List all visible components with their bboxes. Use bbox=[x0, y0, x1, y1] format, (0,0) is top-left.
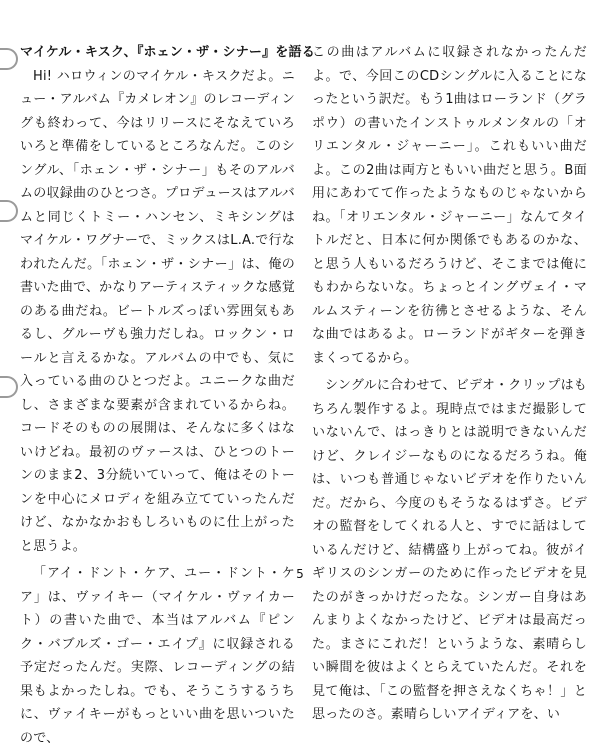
right-column bbox=[312, 41, 587, 731]
binder-loop-mark bbox=[0, 48, 18, 70]
body-paragraph: この曲はアルバムに収録されなかったんだよ。で、今回このCDシングルに入ることになったという訳だ。もう1曲はローランド（グラポウ）の書いたインストゥルメンタルの「オリエンタル・ジャーニー」。これもいい曲だよ。この2曲は両方ともいい曲だと思う。B面用にあわてて作ったようなものじゃないからね。「オリエンタル・ジャーニー」なんてタイトルだと、日本に何か関係でもあるのかな、と思う人もいるだろうけど、そこまでは俺にもわからないな。ちょっとイングヴェイ・マルムスティーンを彷彿とさせるような、そんな曲ではあるよ。ローランドがギターを弾きまくってるから。 bbox=[312, 45, 587, 366]
article-heading: マイケル・キスク、『ホェン・ザ・シナー』を語る bbox=[20, 45, 315, 60]
binder-loop-mark bbox=[0, 376, 18, 398]
body-paragraph: Hi! ハロウィンのマイケル・キスクだよ。ニュー・アルバム『カメレオン』のレコーディングも終わって、今はリリースにそなえていろいろと準備をしているところなんだ。このシングル、「ホェン・ザ・シナー」もそのアルバムの収録曲のひとつさ。プロデュースはアルバムと同じくトミー・ハンセン、ミキシングはマイケル・ワグナーで、ミックスはL.A.で行なわれたんだ。「ホェン・ザ・シナー」は、俺の書いた曲で、かなりアーティスティックな感覚のある曲だね。ビートルズっぽい雰囲気もあるし、グルーヴも強力だしね。ロックン・ロールと言えるかな。アルバムの中でも、気に入っている曲のひとつだよ。ユニークな曲だし、さまざまな要素が含まれているからね。コードそのものの展開は、そんなに多くはないけどね。最初のヴァースは、ひとつのトーンのまま2、3分続いていって、俺はそのトーンを中心にメロディを組み立てていったんだけど、なかなかおもしろいものに仕上がったと思うよ。 bbox=[20, 68, 295, 554]
page-number: 5 bbox=[296, 567, 304, 581]
body-paragraph: シングルに合わせて、ビデオ・クリップはもちろん製作するよ。現時点ではまだ撮影していないんで、はっきりとは説明できないんだけど、クレイジーなものになるだろうね。俺は、いつも普通じゃないビデオを作りたいんだ。だから、今度のもそうなるはずさ。ビデオの監督をしてくれる人と、すでに話はしているんだけど、結構盛り上がってね。彼がイギリスのシンガーのために作ったビデオを見たのがきっかけだったな。シンガー自身はあんまりよくなかったけど、ビデオは最高だった。まさにこれだ！というような、素晴らしい瞬間を彼はよくとらえていたんだ。それを見て俺は、「この監督を押さえなくちゃ！」と思ったのさ。素晴らしいアイディアを、い bbox=[312, 378, 587, 722]
body-paragraph: 「アイ・ドント・ケア、ユー・ドント・ケア」は、ヴァイキー（マイケル・ヴァイカート）の書いた曲で、本当はアルバム『ピンク・バブルズ・ゴー・エイプ』に収録される予定だったんだ。実際、レコーディングの結果もよかったしね。でも、そうこうするうちに、ヴァイキーがもっといい曲を思いついたので、 bbox=[20, 566, 295, 746]
left-column bbox=[20, 41, 315, 754]
binder-loop-mark bbox=[0, 200, 18, 222]
